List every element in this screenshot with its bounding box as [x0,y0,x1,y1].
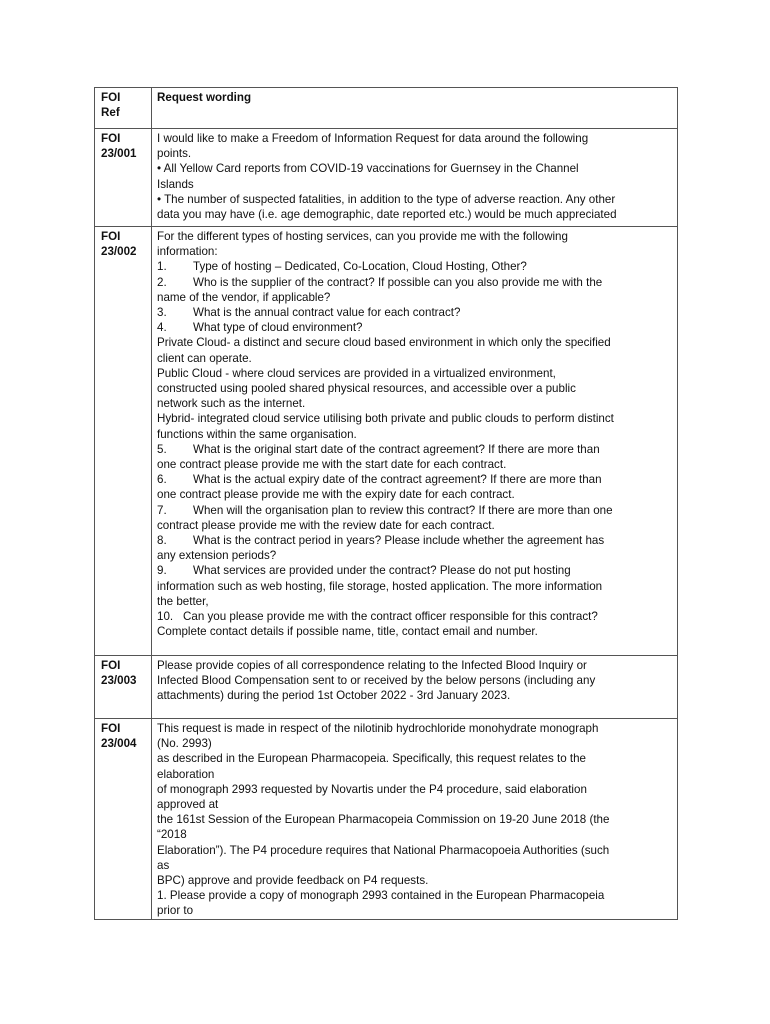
list-text: What is the contract period in years? Please include whether the agreement has [193,534,605,548]
list-text: What is the actual expiry date of the contract agreement? If there are more than [193,473,602,487]
header-wording: Request wording [157,91,252,104]
request-line: one contract please provide me with the expiry date for each contract. [157,488,515,502]
foi-ref-cell [95,719,152,920]
header-ref-line1: FOI [101,91,121,104]
request-line: Complete contact details if possible name, title, contact email and number. [157,625,538,639]
request-line: Private Cloud- a distinct and secure cloud based environment in which only the specified [157,336,611,350]
request-line: 1. Please provide a copy of monograph 2993 contained in the European Pharmacopeia [157,889,605,903]
table-row [95,656,678,719]
list-text: What type of cloud environment? [193,321,363,335]
request-line: any extension periods? [157,549,277,563]
foi-ref-label: FOI [101,230,121,243]
request-line: • The number of suspected fatalities, in addition to the type of adverse reaction. Any other [157,192,616,206]
list-text: When will the organisation plan to review this contract? If there are more than one [193,503,613,517]
foi-ref-label: FOI [101,659,121,672]
request-line: approved at [157,798,219,812]
table-row [95,129,678,227]
request-line: Islands [157,177,194,191]
header-ref-cell [95,88,152,129]
request-line [157,503,673,518]
list-text: What services are provided under the contract? Please do not put hosting [193,564,571,578]
list-number: 10. [157,610,174,624]
request-line: one contract please provide me with the start date for each contract. [157,458,507,472]
request-line: as described in the European Pharmacopeia. Specifically, this request relates to the [157,752,586,766]
request-line: Hybrid- integrated cloud service utilising both private and public clouds to perform distinct [157,412,614,426]
request-line [157,275,673,290]
request-line: information such as web hosting, file storage, hosted application. The more information [157,579,603,593]
request-line [157,259,673,274]
request-line [157,472,673,487]
foi-ref-number: 23/002 [101,245,137,259]
list-number: 7. [157,503,167,517]
request-line [157,320,673,335]
list-text: What is the annual contract value for each contract? [193,306,461,320]
header-wording-cell [152,88,678,129]
list-number: 4. [157,321,167,335]
request-line [157,305,673,320]
request-line: (No. 2993) [157,737,212,751]
request-line: information: [157,245,218,259]
foi-requests-table [94,87,678,920]
request-line [157,609,673,624]
request-line: Public Cloud - where cloud services are provided in a virtualized environment, [157,366,556,380]
request-line: data you may have (i.e. age demographic, date reported etc.) would be much appreciated [157,208,617,222]
foi-ref-number: 23/004 [101,737,137,751]
request-line: • All Yellow Card reports from COVID-19 vaccinations for Guernsey in the Channel [157,162,579,176]
request-line: I would like to make a Freedom of Information Request for data around the following [157,132,589,145]
list-number: 9. [157,564,167,578]
list-number: 6. [157,473,167,487]
foi-ref-label: FOI [101,722,121,735]
request-line: elaboration [157,767,215,781]
request-wording-cell [152,227,678,656]
list-number: 1. [157,260,167,274]
foi-ref-cell [95,227,152,656]
request-line: Please provide copies of all correspondence relating to the Infected Blood Inquiry or [157,659,587,672]
request-line [157,563,673,578]
request-wording-cell [152,656,678,719]
request-line: client can operate. [157,351,252,365]
request-wording-cell [152,129,678,227]
request-line: of monograph 2993 requested by Novartis under the P4 procedure, said elaboration [157,782,587,796]
list-number: 5. [157,442,167,456]
request-line: the 161st Session of the European Pharmacopeia Commission on 19-20 June 2018 (the [157,813,610,827]
list-text: Type of hosting – Dedicated, Co-Location, Cloud Hosting, Other? [193,260,527,274]
request-line [157,442,673,457]
list-number: 8. [157,534,167,548]
table-row [95,227,678,656]
request-line: constructed using pooled shared physical resources, and accessible over a public [157,382,576,396]
foi-ref-cell [95,129,152,227]
request-line: the better, [157,594,209,608]
request-line: functions within the same organisation. [157,427,357,441]
request-line: attachments) during the period 1st October 2022 - 3rd January 2023. [157,689,511,703]
request-line: points. [157,147,192,161]
request-line: name of the vendor, if applicable? [157,290,331,304]
foi-ref-cell [95,656,152,719]
request-line: network such as the internet. [157,397,306,411]
list-number: 3. [157,306,167,320]
table-row [95,719,678,920]
request-line: prior to [157,904,194,918]
foi-ref-label: FOI [101,132,121,145]
request-line: as [157,858,170,872]
request-line: This request is made in respect of the nilotinib hydrochloride monohydrate monograph [157,722,599,735]
list-number: 2. [157,275,167,289]
request-line: BPC) approve and provide feedback on P4 requests. [157,874,429,888]
list-text: Can you please provide me with the contract officer responsible for this contract? [183,610,598,624]
request-line: Elaboration”). The P4 procedure requires that National Pharmacopoeia Authorities (such [157,843,610,857]
table-header-row [95,88,678,129]
request-line: For the different types of hosting services, can you provide me with the following [157,230,568,243]
request-wording-cell [152,719,678,920]
foi-ref-number: 23/001 [101,147,137,161]
request-line [157,533,673,548]
request-line: Infected Blood Compensation sent to or received by the below persons (including any [157,674,596,688]
list-text: What is the original start date of the contract agreement? If there are more than [193,442,600,456]
foi-ref-number: 23/003 [101,674,137,688]
request-line: “2018 [157,828,187,842]
header-ref-line2: Ref [101,106,120,120]
request-line: contract please provide me with the review date for each contract. [157,518,495,532]
list-text: Who is the supplier of the contract? If possible can you also provide me with the [193,275,603,289]
